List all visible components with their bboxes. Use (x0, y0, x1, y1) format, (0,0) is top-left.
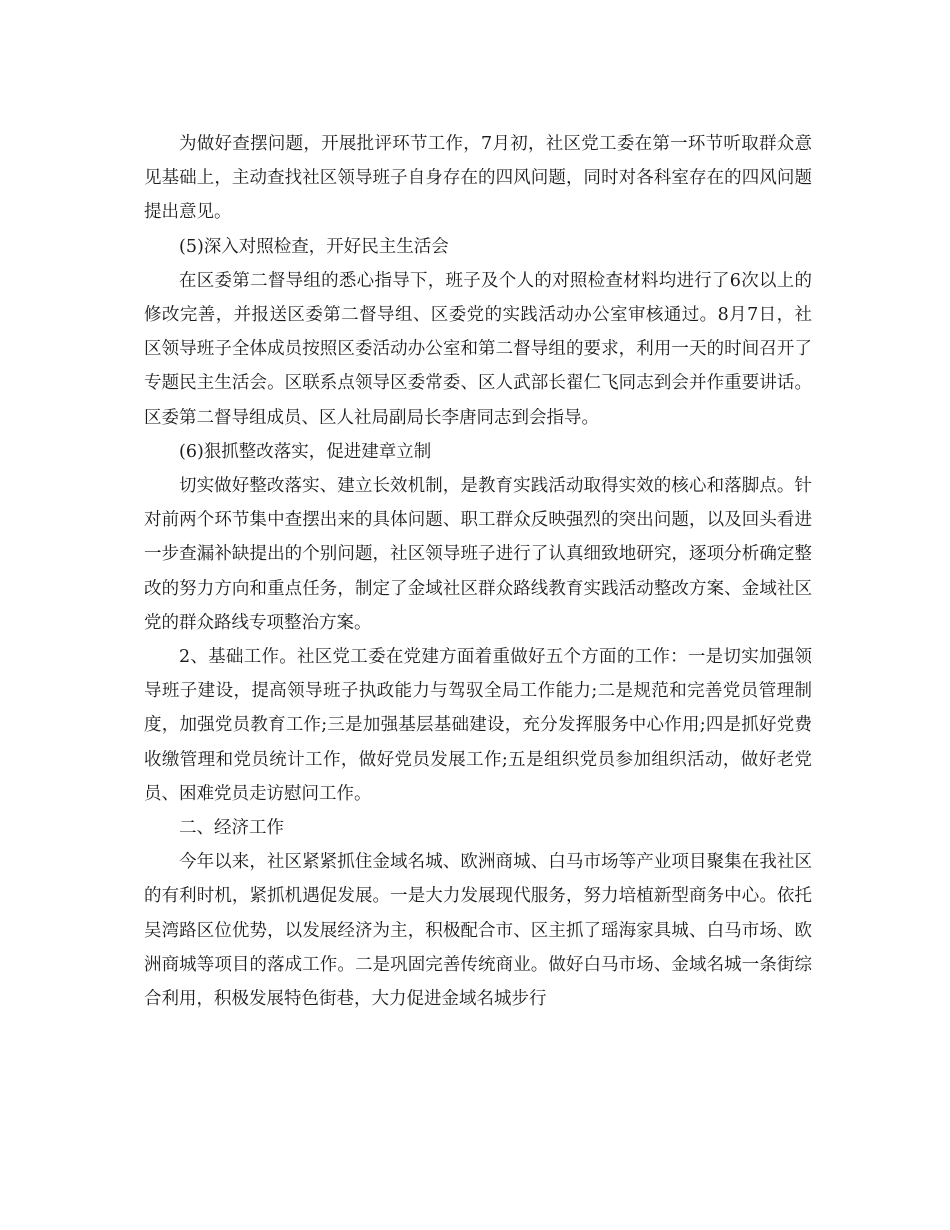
paragraph-rectification-plan: 切实做好整改落实、建立长效机制，是教育实践活动取得实效的核心和落脚点。针对前两个环节集中查摆出来的具体问题、职工群众反映强烈的突出问题，以及回头看进一步查漏补缺提出的个别问题，社区领导班子进行了认真细致地研究，逐项分析确定整改的努力方向和重点任务，制定了金域社区群众路线教育实践活动整改方案、金域社区党的群众路线专项整治方案。 (144, 476, 812, 633)
paragraph-democratic-life-meeting: 在区委第二督导组的悉心指导下，班子及个人的对照检查材料均进行了6次以上的修改完善，并报送区委第二督导组、区委党的实践活动办公室审核通过。8月7日，社区领导班子全体成员按照区委活动办公室和第二督导组的要求，利用一天的时间召开了专题民主生活会。区联系点领导区委常委、区人武部长翟仁飞同志到会并作重要讲话。区委第二督导组成员、区人社局副局长李唐同志到会指导。 (144, 270, 812, 428)
document-body (144, 127, 812, 1016)
heading-self-examination: (5)深入对照检查，开好民主生活会 (179, 236, 449, 257)
paragraph-basic-work: 2、基础工作。社区党工委在党建方面着重做好五个方面的工作：一是切实加强领导班子建设，提高领导班子执政能力与驾驭全局工作能力;二是规范和完善党员管理制度，加强党员教育工作;三是加强基层基础建设，充分发挥服务中心作用;四是抓好党费收缴管理和党员统计工作，做好党员发展工作;五是组织党员参加组织活动，做好老党员、困难党员走访慰问工作。 (144, 647, 812, 804)
paragraph-economic-development: 今年以来，社区紧紧抓住金域名城、欧洲商城、白马市场等产业项目聚集在我社区的有利时机，紧抓机遇促发展。一是大力发展现代服务，努力培植新型商务中心。依托吴湾路区位优势，以发展经济为主，积极配合市、区主抓了瑶海家具城、白马市场、欧洲商城等项目的落成工作。二是巩固完善传统商业。做好白马市场、金域名城一条街综合利用，积极发展特色街巷，大力促进金域名城步行 (144, 852, 812, 1010)
heading-economic-work: 二、经济工作 (179, 818, 284, 839)
heading-rectification: (6)狠抓整改落实，促进建章立制 (179, 441, 432, 462)
paragraph-criticism-stage: 为做好查摆问题，开展批评环节工作，7月初，社区党工委在第一环节听取群众意见基础上，主动查找社区领导班子自身存在的四风问题，同时对各科室存在的四风问题提出意见。 (144, 134, 812, 223)
